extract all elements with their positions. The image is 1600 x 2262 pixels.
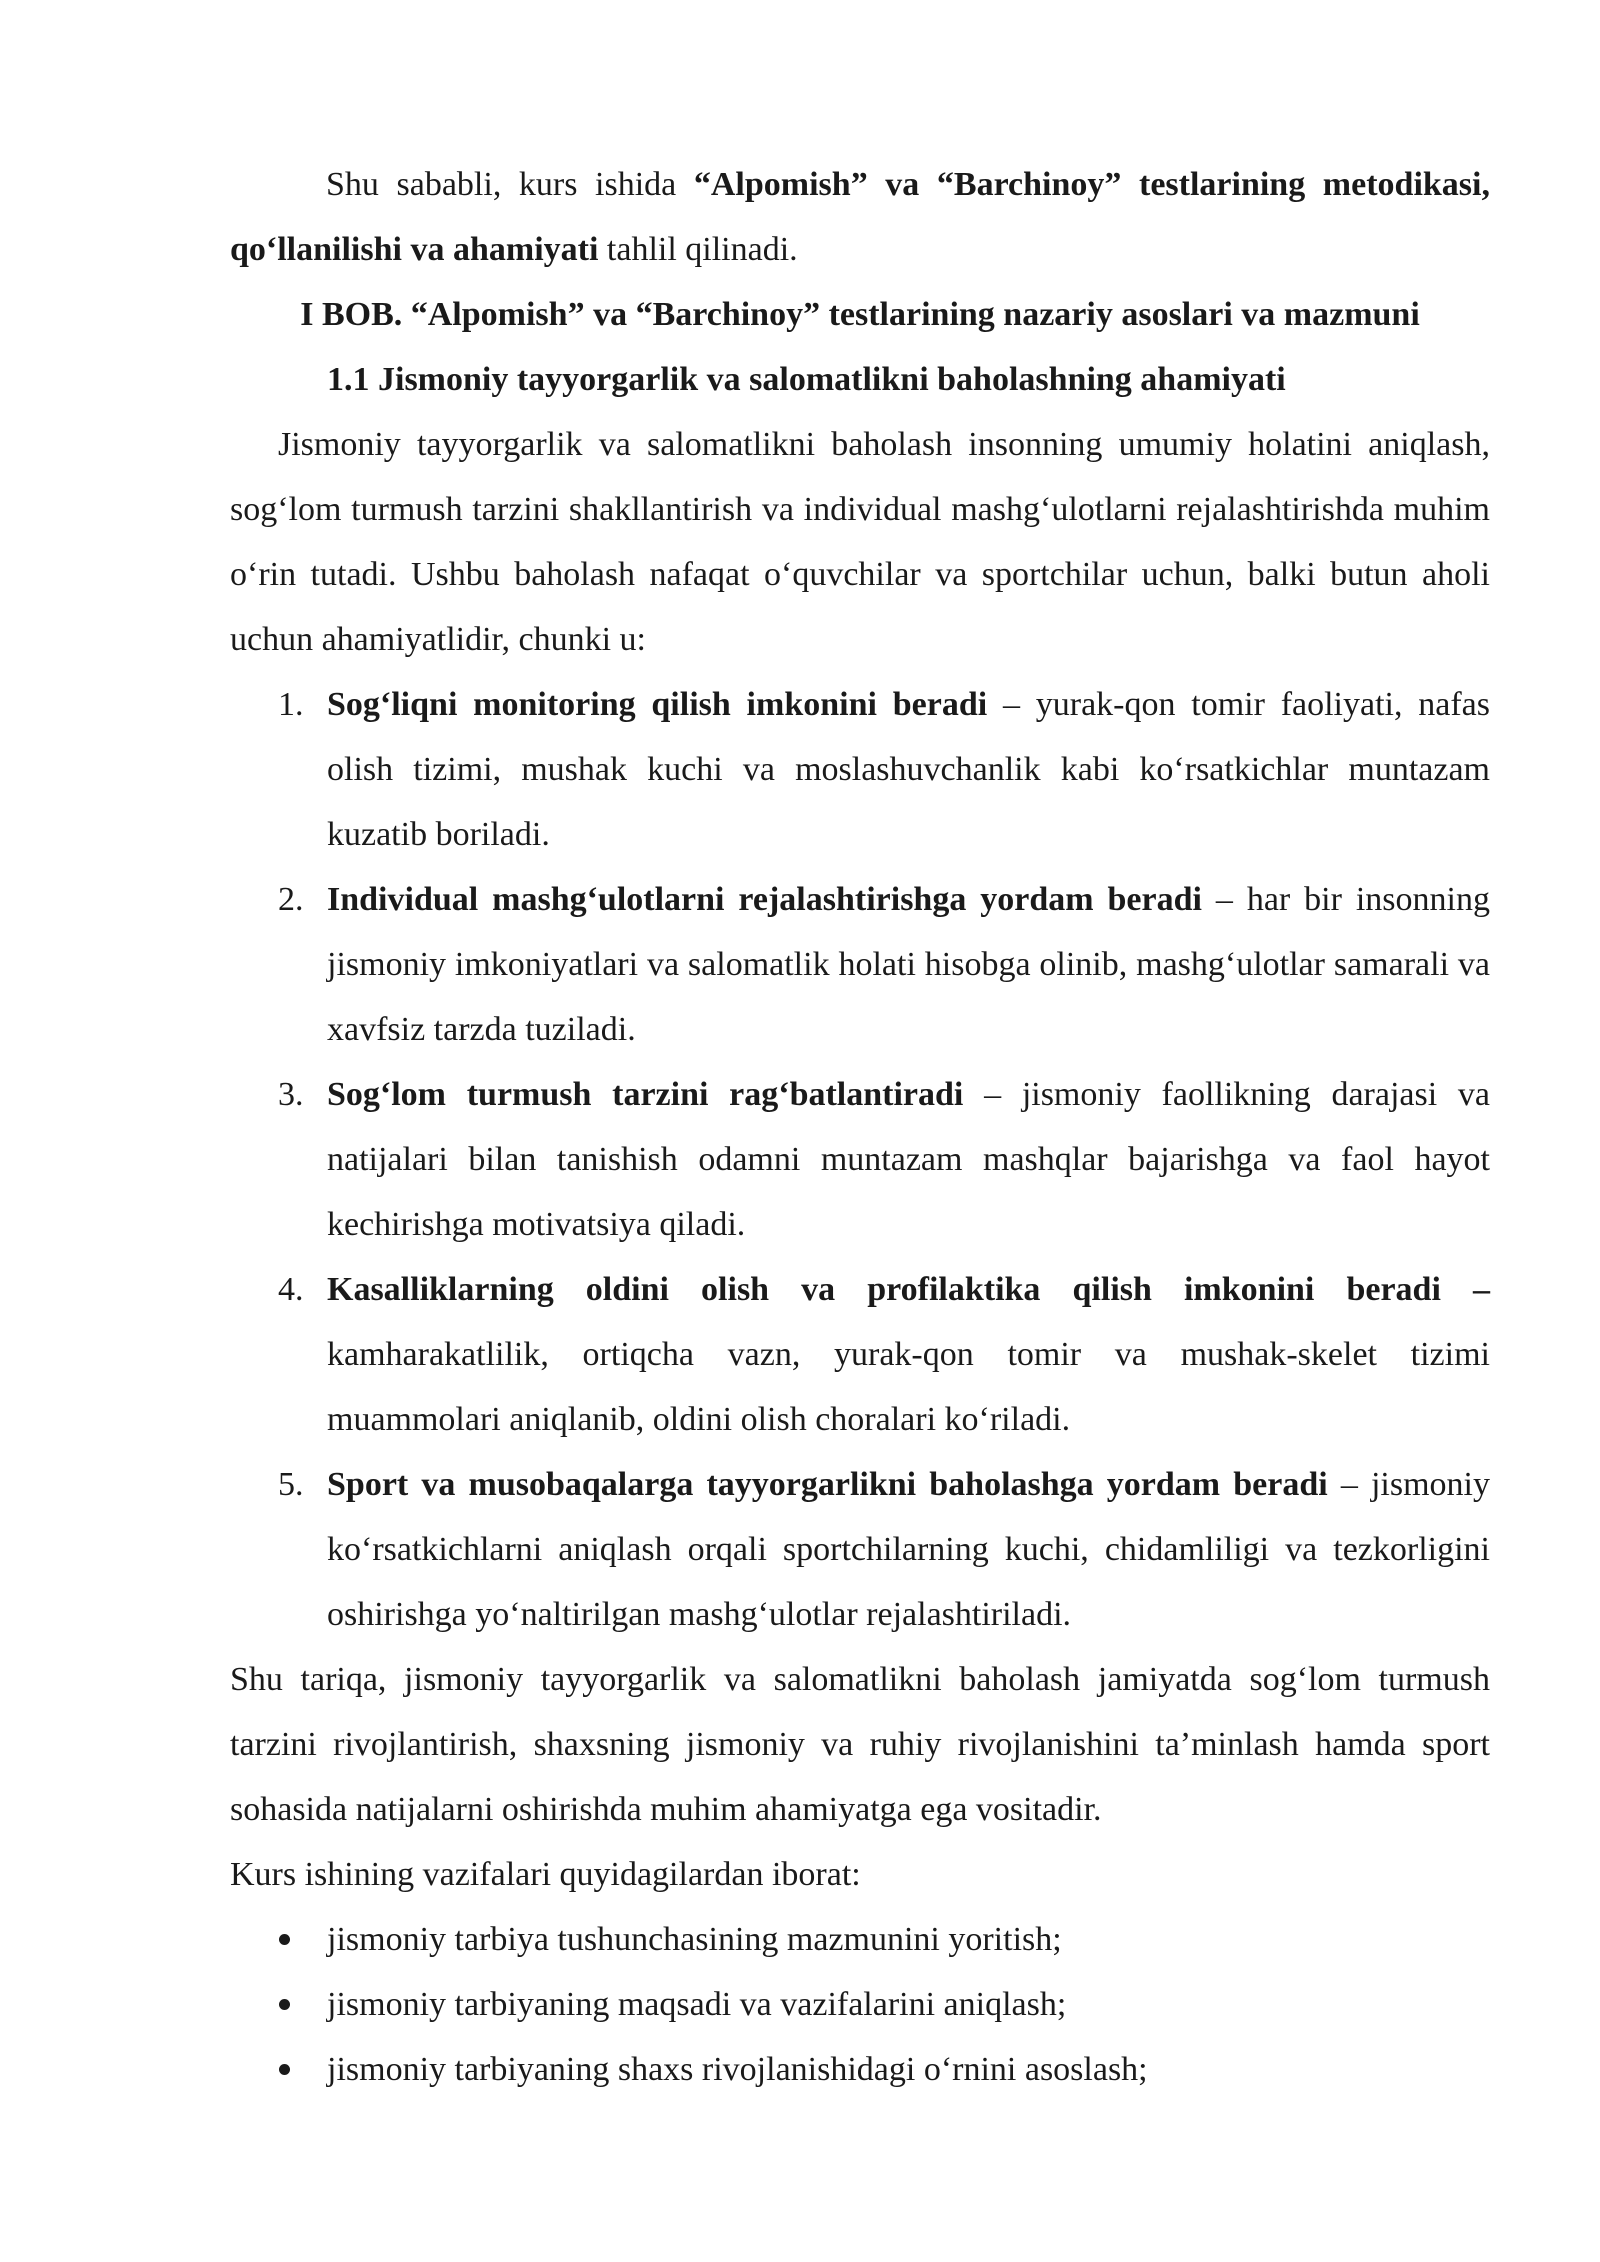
intro-bold-text: “Alpomish” va “Barchinoy” testlarining metodikasi, qo‘llanilishi va ahamiyati [230, 166, 1490, 268]
bullet-icon [279, 1934, 290, 1945]
bullet-text: jismoniy tarbiya tushunchasining mazmunini yoritish; [327, 1921, 1062, 1958]
intro-paragraph [230, 152, 1490, 282]
numbered-list [230, 672, 1490, 1647]
bullet-text: jismoniy tarbiyaning shaxs rivojlanishidagi o‘rnini asoslash; [327, 2051, 1148, 2088]
bullet-item [230, 2037, 1490, 2102]
list-item-bold: Sog‘lom turmush tarzini rag‘batlantiradi [327, 1076, 964, 1113]
list-item-number: 5. [278, 1466, 304, 1503]
list-item-text: – jismoniy faollikning darajasi va natijalari bilan tanishish odamni muntazam mashqlar bajarishga va faol hayot kechirishga motivatsiya qiladi. [327, 1076, 1490, 1243]
list-item [230, 1452, 1490, 1647]
list-item-bold: Sog‘liqni monitoring qilish imkonini beradi [327, 686, 988, 723]
list-item [230, 1257, 1490, 1452]
bullet-icon [279, 1999, 290, 2010]
bullet-item [230, 1907, 1490, 1972]
section-title: 1.1 Jismoniy tayyorgarlik va salomatlikni baholashning ahamiyati [327, 361, 1286, 398]
conclusion-paragraph: Shu tariqa, jismoniy tayyorgarlik va salomatlikni baholash jamiyatda sog‘lom turmush tarzini rivojlantirish, shaxsning jismoniy va ruhiy rivojlanishini ta’minlash hamda sport sohasida natijalarni oshirishda muhim ahamiyatga ega vositadir. [230, 1661, 1490, 1828]
list-item-bold: Individual mashg‘ulotlarni rejalashtirishga yordam beradi [327, 881, 1202, 918]
list-item [230, 867, 1490, 1062]
list-item-bold: Sport va musobaqalarga tayyorgarlikni baholashga yordam beradi [327, 1466, 1328, 1503]
list-item-number: 1. [278, 686, 304, 723]
bullet-icon [279, 2064, 290, 2075]
section-paragraph: Jismoniy tayyorgarlik va salomatlikni baholash insonning umumiy holatini aniqlash, sog‘lom turmush tarzini shakllantirish va individual mashg‘ulotlarni rejalashtirishda muhim o‘rin tutadi. Ushbu baholash nafaqat o‘quvchilar va sportchilar uchun, balki butun aholi uchun ahamiyatlidir, chunki u: [230, 426, 1490, 658]
list-item-text: kamharakatlilik, ortiqcha vazn, yurak-qon tomir va mushak-skelet tizimi muammolari aniqlanib, oldini olish choralari ko‘riladi. [327, 1336, 1490, 1438]
bullet-list [230, 1907, 1490, 2102]
list-item-number: 3. [278, 1076, 304, 1113]
bullet-text: jismoniy tarbiyaning maqsadi va vazifalarini aniqlash; [327, 1986, 1067, 2023]
list-item-number: 4. [278, 1271, 304, 1308]
page-content [230, 152, 1490, 2102]
list-item [230, 1062, 1490, 1257]
list-item-bold: Kasalliklarning oldini olish va profilaktika qilish imkonini beradi – [327, 1271, 1490, 1308]
chapter-title: I BOB. “Alpomish” va “Barchinoy” testlarining nazariy asoslari va mazmuni [300, 296, 1420, 333]
bullet-item [230, 1972, 1490, 2037]
list-item-text: – jismoniy ko‘rsatkichlarni aniqlash orqali sportchilarning kuchi, chidamliligi va tezkorligini oshirishga yo‘naltirilgan mashg‘ulotlar rejalashtiriladi. [327, 1466, 1490, 1633]
intro-text-end: tahlil qilinadi. [598, 231, 798, 268]
tasks-intro: Kurs ishining vazifalari quyidagilardan iborat: [230, 1856, 861, 1893]
intro-text-start: Shu sababli, kurs ishida [326, 166, 694, 203]
list-item-text: – har bir insonning jismoniy imkoniyatlari va salomatlik holati hisobga olinib, mashg‘ulotlar samarali va xavfsiz tarzda tuziladi. [327, 881, 1490, 1048]
list-item [230, 672, 1490, 867]
list-item-text: – yurak-qon tomir faoliyati, nafas olish tizimi, mushak kuchi va moslashuvchanlik kabi ko‘rsatkichlar muntazam kuzatib boriladi. [327, 686, 1491, 853]
list-item-number: 2. [278, 881, 304, 918]
